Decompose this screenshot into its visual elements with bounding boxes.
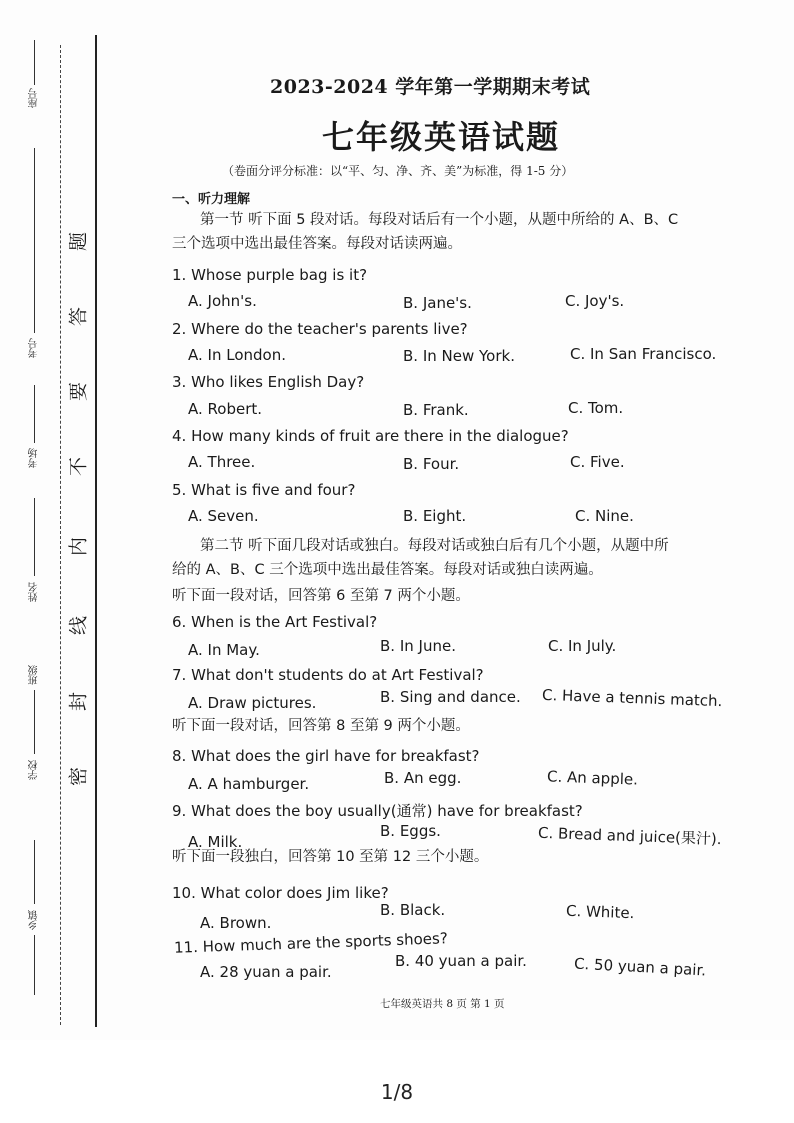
option-11c: C. 50 yuan a pair. bbox=[573, 954, 707, 980]
side-field-exam-number: 考号 bbox=[29, 338, 40, 358]
question-11: 11. How much are the sports shoes? bbox=[173, 929, 449, 957]
page-indicator: 1/8 bbox=[380, 1080, 414, 1104]
option-4c: C. Five. bbox=[570, 453, 625, 471]
binding-solid-line bbox=[95, 35, 97, 1027]
option-5b: B. Eight. bbox=[403, 507, 467, 525]
option-11b: B. 40 yuan a pair. bbox=[395, 952, 527, 970]
option-6c: C. In July. bbox=[548, 637, 617, 655]
binding-dashed-line bbox=[60, 45, 61, 1025]
side-field-school: 学校 bbox=[29, 760, 40, 780]
side-underline bbox=[34, 690, 35, 754]
question-8: 8. What does the girl have for breakfast? bbox=[172, 747, 480, 765]
side-underline bbox=[34, 935, 35, 995]
option-8c: C. An apple. bbox=[546, 767, 639, 789]
option-3b: B. Frank. bbox=[403, 401, 469, 419]
option-2c: C. In San Francisco. bbox=[570, 345, 717, 363]
option-7b: B. Sing and dance. bbox=[380, 688, 521, 706]
exam-title: 2023-2024 学年第一学期期末考试 bbox=[270, 76, 591, 98]
option-2a: A. In London. bbox=[188, 346, 286, 364]
instruction-8-9: 听下面一段对话，回答第 8 至第 9 两个小题。 bbox=[172, 718, 470, 734]
option-3a: A. Robert. bbox=[188, 400, 263, 418]
option-2b: B. In New York. bbox=[403, 347, 515, 365]
option-1c: C. Joy's. bbox=[565, 292, 625, 310]
side-field-exam-room: 考场 bbox=[29, 448, 40, 468]
option-11a: A. 28 yuan a pair. bbox=[200, 963, 332, 981]
part2-intro-line1: 第二节 听下面几段对话或独白。每段对话或独白后有几个小题，从题中所 bbox=[200, 538, 669, 554]
part1-intro-line2: 三个选项中选出最佳答案。每段对话读两遍。 bbox=[172, 236, 462, 252]
side-underline bbox=[34, 40, 35, 85]
option-1b: B. Jane's. bbox=[403, 294, 472, 312]
question-6: 6. When is the Art Festival? bbox=[172, 613, 378, 631]
seal-char: 答 bbox=[67, 307, 90, 327]
question-7: 7. What don't students do at Art Festival? bbox=[172, 666, 484, 684]
option-9b: B. Eggs. bbox=[380, 822, 441, 840]
seal-char: 不 bbox=[67, 457, 90, 477]
question-3: 3. Who likes English Day? bbox=[172, 373, 365, 391]
side-field-name: 姓名 bbox=[29, 582, 40, 602]
seal-char: 内 bbox=[67, 537, 90, 557]
option-4a: A. Three. bbox=[188, 453, 256, 471]
seal-char: 线 bbox=[67, 616, 90, 636]
question-9: 9. What does the boy usually(通常) have for breakfast? bbox=[172, 802, 583, 820]
option-6b: B. In June. bbox=[380, 637, 456, 655]
side-field-class: 班级 bbox=[29, 665, 40, 685]
option-5a: A. Seven. bbox=[188, 507, 259, 525]
side-underline bbox=[34, 385, 35, 443]
scoring-note: （卷面分评分标准：以“平、匀、净、齐、美”为标准，得 1-5 分） bbox=[222, 164, 574, 178]
side-field-seat: 座号 bbox=[29, 88, 40, 108]
option-5c: C. Nine. bbox=[575, 507, 634, 525]
side-field-township: 乡镇 bbox=[29, 910, 40, 930]
seal-char: 要 bbox=[67, 382, 90, 402]
part2-intro-line2: 给的 A、B、C 三个选项中选出最佳答案。每段对话或独白读两遍。 bbox=[172, 562, 603, 578]
question-5: 5. What is five and four? bbox=[172, 481, 356, 499]
option-6a: A. In May. bbox=[188, 641, 260, 659]
option-9a: A. Milk. bbox=[188, 833, 243, 851]
option-3c: C. Tom. bbox=[568, 399, 624, 417]
option-4b: B. Four. bbox=[403, 455, 460, 473]
side-underline bbox=[34, 840, 35, 904]
seal-char: 封 bbox=[67, 692, 90, 712]
question-10: 10. What color does Jim like? bbox=[172, 884, 389, 902]
option-8b: B. An egg. bbox=[384, 769, 462, 787]
option-9c: C. Bread and juice(果汁). bbox=[537, 823, 722, 849]
section-title: 一、听力理解 bbox=[172, 192, 251, 207]
option-10c: C. White. bbox=[565, 901, 635, 923]
seal-char: 密 bbox=[67, 767, 90, 787]
instruction-6-7: 听下面一段对话，回答第 6 至第 7 两个小题。 bbox=[172, 588, 470, 604]
question-4: 4. How many kinds of fruit are there in the dialogue? bbox=[172, 427, 569, 445]
option-10b: B. Black. bbox=[380, 901, 446, 919]
option-10a: A. Brown. bbox=[200, 914, 272, 932]
page-footer: 七年级英语共 8 页 第 1 页 bbox=[380, 998, 505, 1010]
question-2: 2. Where do the teacher's parents live? bbox=[172, 320, 468, 338]
option-1a: A. John's. bbox=[188, 292, 257, 310]
side-underline bbox=[34, 498, 35, 576]
paper-title: 七年级英语试题 bbox=[322, 118, 561, 156]
seal-char: 题 bbox=[67, 232, 90, 252]
side-underline bbox=[34, 148, 35, 333]
option-8a: A. A hamburger. bbox=[188, 775, 310, 793]
option-7c: C. Have a tennis match. bbox=[541, 685, 723, 711]
part1-intro-line1: 第一节 听下面 5 段对话。每段对话后有一个小题，从题中所给的 A、B、C bbox=[200, 212, 679, 228]
instruction-10-12: 听下面一段独白，回答第 10 至第 12 三个小题。 bbox=[172, 849, 489, 865]
option-7a: A. Draw pictures. bbox=[188, 694, 317, 712]
question-1: 1. Whose purple bag is it? bbox=[172, 266, 368, 284]
